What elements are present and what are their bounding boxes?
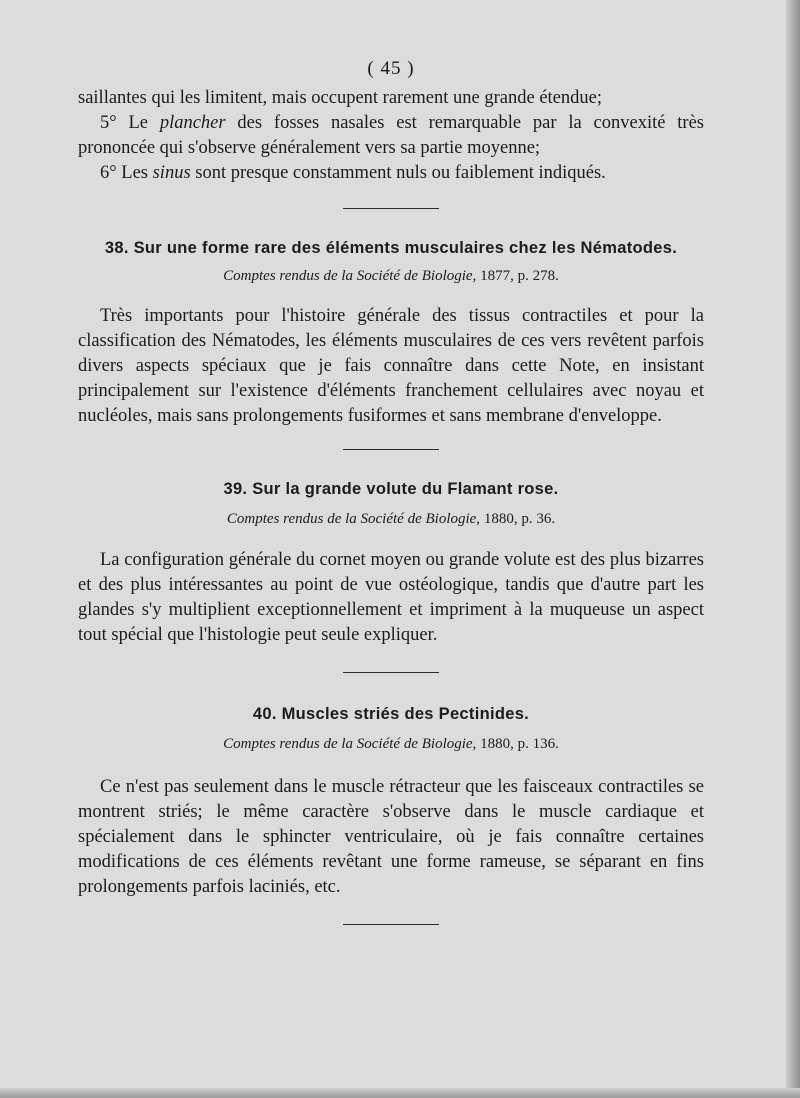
page-content (78, 58, 704, 925)
section-title-38: 38. Sur une forme rare des éléments musculaires chez les Nématodes. (104, 239, 678, 257)
section-body-39: La configuration générale du cornet moyen ou grande volute est des plus bizarres et des plus intéressantes au point de vue ostéologique, tandis que d'autre part les glandes s'y multiplient exceptionnellement et impriment à la muqueuse un aspect tout spécial que l'histologie peut seule expliquer. (78, 550, 704, 645)
section-reference-38: Comptes rendus de la Société de Biologie, 1877, p. 278. (223, 268, 559, 284)
page-edge-shadow-right (786, 0, 800, 1098)
section-divider (343, 208, 439, 209)
section-title-39: 39. Sur la grande volute du Flamant rose. (223, 480, 559, 498)
section-title-40: 40. Muscles striés des Pectinides. (252, 705, 530, 723)
section-divider (343, 672, 439, 673)
intro-line: saillantes qui les limitent, mais occupent rarement une grande étendue; (78, 88, 602, 108)
page-edge-shadow-bottom (0, 1088, 800, 1098)
page-number: ( 45 ) (367, 58, 415, 79)
section-reference-39: Comptes rendus de la Société de Biologie, 1880, p. 36. (226, 511, 556, 527)
section-divider (343, 924, 439, 925)
intro-item-5: 5° Le plancher des fosses nasales est remarquable par la convexité très prononcée qui s'observe généralement vers sa partie moyenne; (78, 113, 704, 158)
section-body-38: Très importants pour l'histoire générale des tissus contractiles et pour la classification des Nématodes, les éléments musculaires de ces vers revêtent parfois divers aspects spéciaux que je fais connaître dans cette Note, en insistant principalement sur l'existence d'éléments franchement cellulaires avec noyau et nucléoles, mais sans prolongements fusiformes et sans membrane d'enveloppe. (78, 306, 704, 426)
section-body-40: Ce n'est pas seulement dans le muscle rétracteur que les faisceaux contractiles se montrent striés; le même caractère s'observe dans le muscle cardiaque et spécialement dans le sphincter ventriculaire, où je fais connaître certaines modifications de ces éléments revêtant une forme rameuse, se séparant en fins prolongements parfois laciniés, etc. (78, 777, 704, 897)
section-divider (343, 449, 439, 450)
intro-item-6: 6° Les sinus sont presque constamment nuls ou faiblement indiqués. (100, 163, 606, 183)
section-reference-40: Comptes rendus de la Société de Biologie, 1880, p. 136. (223, 736, 559, 752)
